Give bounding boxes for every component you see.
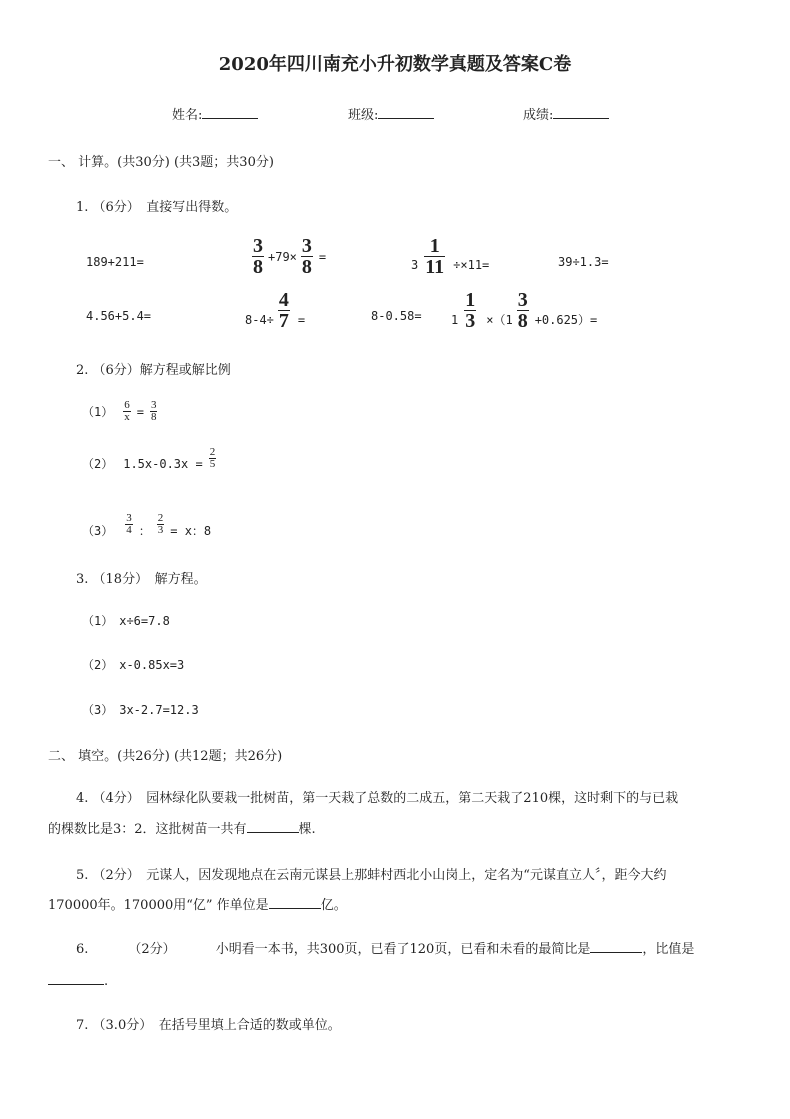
q1-expr-7: 8-0.58= [371,309,422,323]
class-label: 班级: [348,108,379,123]
fraction: $\frac{3}{8}$ [253,235,263,278]
q4-answer-blank[interactable] [247,820,299,833]
score-blank[interactable] [553,106,609,119]
name-field [172,104,258,123]
q2-label: 2. （6分）解方程或解比例 [76,363,231,378]
q4-line-1: 4. （4分） 园林绿化队要栽一批树苗，第一天栽了总数的二成五，第二天栽了210棵，这时剩下的与已栽 [76,791,679,806]
q4-line-2: 的棵数比是3：2．这批树苗一共有 棵. [48,822,316,837]
q2-part-1: （1） $\frac{6}{x}$ = $\frac{3}{8}$ [82,399,157,423]
fraction: $\frac{6}{x}$ [124,399,130,423]
q1-expr-3: 3 $\frac{1}{11}$ ÷×11= [411,235,490,278]
q1-expr-5: 4.56+5.4= [86,309,152,323]
class-blank[interactable] [378,106,434,119]
q3-label: 3. （18分） 解方程。 [76,572,207,587]
name-blank[interactable] [202,106,258,119]
q7-label: 7. （3.0分） 在括号里填上合适的数或单位。 [76,1018,341,1033]
fraction: $\frac{3}{8}$ [301,235,312,278]
q2-part-2: （2） 1.5x-0.3x = $\frac{2}{5}$ [82,446,216,471]
fraction: $\frac{1}{11}$ [425,235,445,278]
fraction: $\frac{3}{8}$ [517,289,528,332]
q1-expr-2: $\frac{3}{8}$ +79× $\frac{3}{8}$ = [253,235,327,278]
q1-label: 1. （6分） 直接写出得数。 [76,200,238,215]
q5-line-1: 5. （2分） 元谋人，因发现地点在云南元谋县上那蚌村西北小山岗上，定名为“元谋直立人〞，距今大约 [76,868,667,883]
class-field [348,104,434,123]
q1-expr-8: 1 $\frac{1}{3}$ ×（1 $\frac{3}{8}$ +0.625）= [451,289,598,332]
q2-part-3: （3） $\frac{3}{4}$ ： $\frac{2}{3}$ = x：8 [82,512,212,538]
fraction: $\frac{3}{4}$ [126,512,132,536]
q6-line-2: . [48,972,108,992]
fraction: $\frac{1}{3}$ [465,289,476,332]
q1-expr-6: 8-4÷ $\frac{4}{7}$ = [245,289,306,332]
q5-answer-blank[interactable] [269,896,321,909]
q1-expr-1: 189+211= [86,255,144,269]
q3-part-1: （1） x÷6=7.8 [82,614,170,628]
fraction: $\frac{2}{5}$ [209,446,216,470]
q6-line-1: 6. （2分） 小明看一本书，共300页，已看了120页，已看和未看的最简比是 ，比值是 [76,942,695,957]
q5-line-2: 170000年。170000用“亿” 作单位是 亿。 [48,898,347,913]
section2-heading: 二、 填空。(共26分) (共12题；共26分) [48,749,283,764]
page-title: 2020年四川南充小升初数学真题及答案C卷 [218,54,572,75]
score-label: 成绩: [523,108,554,123]
fraction: $\frac{3}{8}$ [150,399,157,423]
q3-part-2: （2） x-0.85x=3 [82,658,185,672]
q6-ratio-blank[interactable] [590,940,642,953]
fraction: $\frac{2}{3}$ [157,512,164,536]
q3-part-3: （3） 3x-2.7=12.3 [82,703,199,717]
q6-value-blank[interactable] [48,972,104,985]
name-label: 姓名: [172,108,203,123]
q1-expr-4: 39÷1.3= [558,255,609,269]
section1-heading: 一、 计算。(共30分) (共3题；共30分) [48,155,274,170]
score-field [523,104,609,123]
fraction: $\frac{4}{7}$ [278,289,289,332]
